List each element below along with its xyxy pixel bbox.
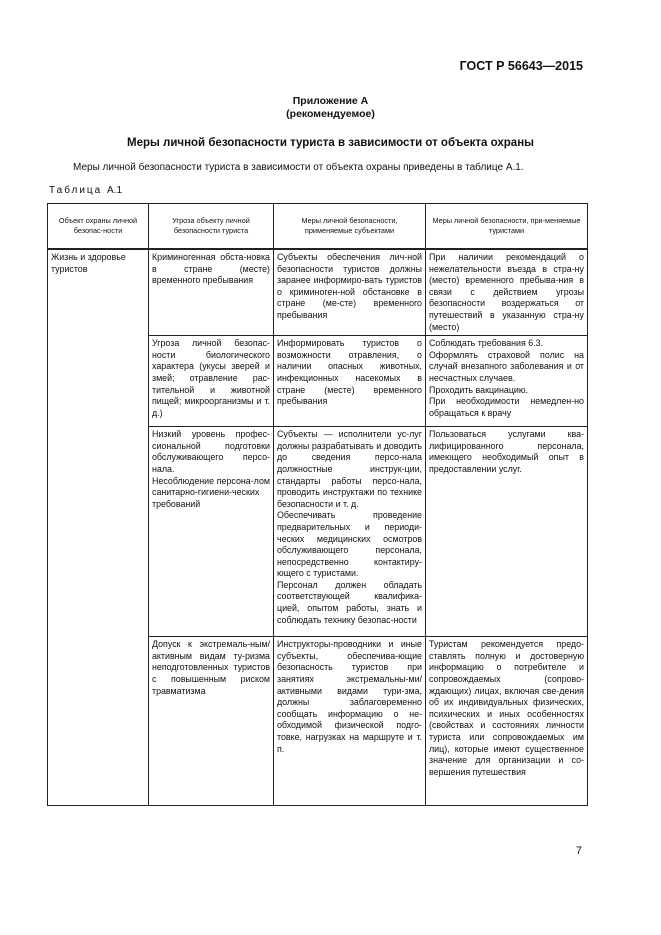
table-caption-number: А.1 — [107, 185, 123, 196]
appendix-subtitle: (рекомендуемое) — [286, 108, 375, 120]
table-row — [48, 249, 588, 336]
table-header-row — [48, 204, 588, 250]
safety-measures-table — [47, 203, 588, 806]
subject-measures-cell: Субъекты обеспечения лич-ной безопасности туристов должны заранее информиро-вать туристов о криминоген-ной обстановке в стране (ме-сте) временного пребывания — [274, 249, 426, 336]
threat-cell: Низкий уровень профес-сиональной подготовки обслуживающего персо-нала. Несоблюдение персона-лом санитарно-гигиени-ческих требований — [149, 427, 274, 637]
subject-measures-cell: Субъекты — исполнители ус-луг должны разрабатывать и доводить до сведения персо-нала должностные инструк-ции, стандарты работы персо-нала, проводить инструктажи по технике безопасности и т. д. Обеспечивать проведение предварительных и периоди-ческих медицинских осмотров обслуживающего персонала, непосредственно контактиру-ющего с туристами. Персонал должен обладать соответствующей квалифика-цией, опытом работы, знать и соблюдать технику безопас-ности — [274, 427, 426, 637]
subject-measures-cell: Инструкторы-проводники и иные субъекты, обеспечива-ющие безопасность туристов при занятиях экстремальны-ми/активными видами тури-зма, должны заблаговременно сообщать информацию о не-обходимой физической подго-товке, нагрузках на маршруте и т. п. — [274, 637, 426, 806]
intro-text: Меры личной безопасности туриста в зависимости от объекта охраны приведены в таблице А.1. — [73, 162, 524, 173]
header-threat: Угроза объекту личной безопасности туриста — [149, 204, 274, 250]
tourist-measures-cell: При наличии рекомендаций о нежелательности въезда в стра-ну (место) временного пребыва-ния в связи с действием угрозы безопасности воздержаться от путешествий в указанную стра-ну (место) — [426, 249, 588, 336]
tourist-measures-cell: Соблюдать требования 6.3. Оформлять страховой полис на случай внезапного заболевания и от несчастных случаев. Проходить вакцинацию. При необходимости немедлен-но обращаться к врачу — [426, 336, 588, 427]
table-caption — [49, 185, 122, 196]
object-cell: Жизнь и здоровье туристов — [48, 249, 149, 806]
threat-cell: Угроза личной безопас-ности биологического характера (укусы зверей и змей; отравление рас-тительной и животной пищей; микроорганизмы и т. д.) — [149, 336, 274, 427]
appendix-heading — [0, 95, 661, 121]
tourist-measures-cell: Пользоваться услугами ква-лифицированного персонала, имеющего необходимый опыт в предоставлении услуг. — [426, 427, 588, 637]
threat-cell: Криминогенная обста-новка в стране (месте) временного пребывания — [149, 249, 274, 336]
document-title: Меры личной безопасности туриста в зависимости от объекта охраны — [127, 137, 534, 149]
appendix-title: Приложение А — [292, 95, 369, 107]
threat-cell: Допуск к экстремаль-ным/активным видам ту-ризма неподготовленных туристов с повышенным риском травматизма — [149, 637, 274, 806]
header-subject-measures: Меры личной безопасности, применяемые субъектами — [274, 204, 426, 250]
page-number: 7 — [575, 845, 582, 857]
tourist-measures-cell: Туристам рекомендуется предо-ставлять полную и достоверную информацию о потребителе и сопровождаемых (сопрово-ждающих) лицах, включая све-дения об их индивидуальных физических, психических и иных особенностях (свойствах и состояниях личности туриста или сопровождаемых им лиц), которые имеют существенное значение для организации и со-вершения путешествия — [426, 637, 588, 806]
table-caption-label: Таблица — [49, 185, 103, 196]
header-object: Объект охраны личной безопас-ности — [48, 204, 149, 250]
standard-id: ГОСТ Р 56643—2015 — [459, 59, 583, 73]
subject-measures-cell: Информировать туристов о возможности отравления, о наличии опасных животных, инфекционных насекомых в стране (месте) временного пребывания — [274, 336, 426, 427]
header-tourist-measures: Меры личной безопасности, при-меняемые туристами — [426, 204, 588, 250]
